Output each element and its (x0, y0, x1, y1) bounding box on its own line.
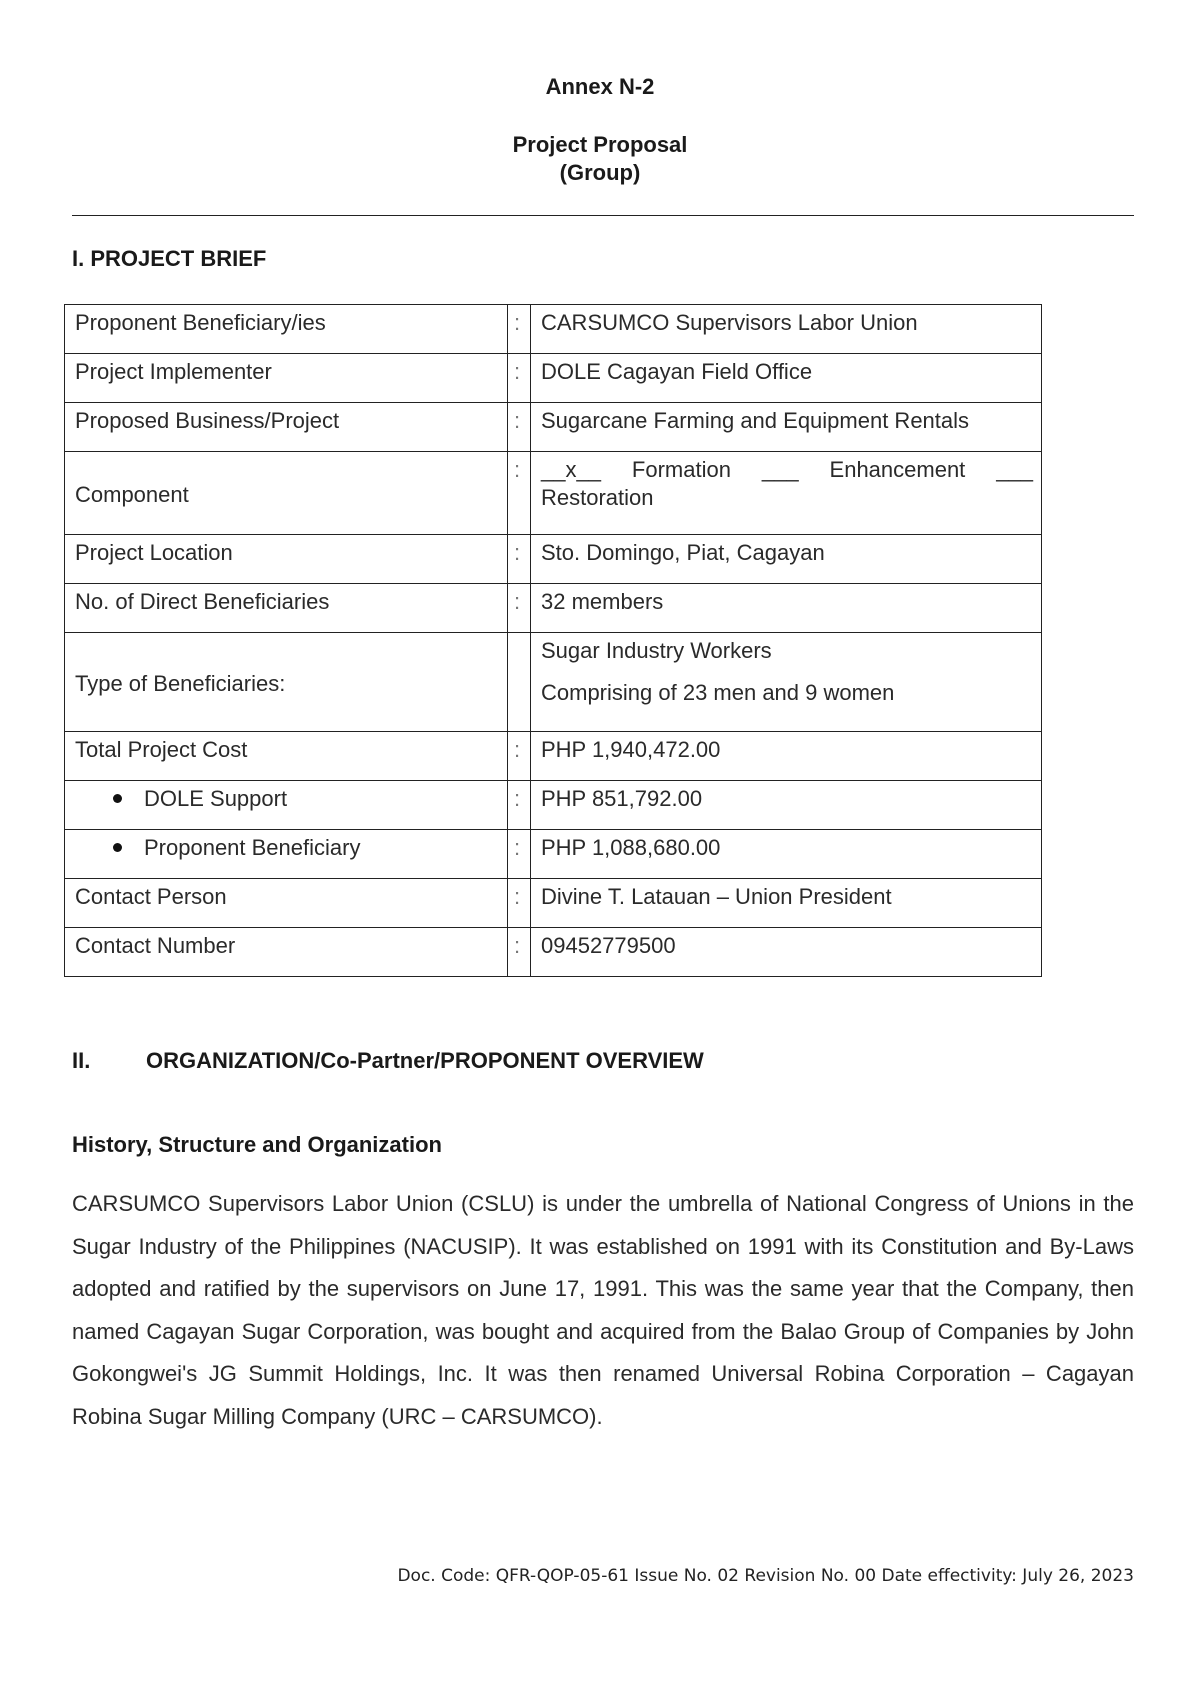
enhancement-mark: ___ (761, 457, 799, 482)
row-separator: : (508, 830, 531, 879)
table-row (65, 633, 1042, 732)
row-separator: : (508, 879, 531, 928)
document-footer: Doc. Code: QFR-QOP-05-61 Issue No. 02 Revision No. 00 Date effectivity: July 26, 2023 (397, 1566, 1134, 1586)
restoration-label: Restoration (541, 485, 654, 510)
table-row (65, 732, 1042, 781)
row-label: Project Implementer (65, 354, 508, 403)
beneficiary-composition: Comprising of 23 men and 9 women (541, 680, 895, 705)
row-value: CARSUMCO Supervisors Labor Union (531, 305, 1042, 354)
project-brief-table (64, 304, 1042, 977)
row-value: PHP 1,940,472.00 (531, 732, 1042, 781)
row-value: DOLE Cagayan Field Office (531, 354, 1042, 403)
subheading-history: History, Structure and Organization (72, 1132, 442, 1157)
row-label: Total Project Cost (65, 732, 508, 781)
row-label: Proponent Beneficiary/ies (65, 305, 508, 354)
table-row (65, 879, 1042, 928)
section-heading-project-brief: I. PROJECT BRIEF (72, 246, 267, 271)
row-separator: : (508, 584, 531, 633)
row-value: Divine T. Latauan – Union President (531, 879, 1042, 928)
document-subtitle: (Group) (559, 160, 641, 185)
formation-mark: __x__ (541, 457, 601, 482)
table-row (65, 928, 1042, 977)
row-label: DOLE Support (144, 786, 288, 811)
section-number: II. (72, 1048, 91, 1073)
row-separator: : (508, 354, 531, 403)
bullet-icon (113, 794, 122, 803)
row-separator: : (508, 305, 531, 354)
restoration-mark: ___ (996, 457, 1033, 482)
table-row (65, 452, 1042, 535)
row-value: PHP 851,792.00 (531, 781, 1042, 830)
row-value: Sugarcane Farming and Equipment Rentals (531, 403, 1042, 452)
row-label: Contact Number (65, 928, 508, 977)
row-label: Proponent Beneficiary (144, 835, 361, 860)
row-label-bullet (65, 830, 508, 879)
row-value (531, 633, 1042, 732)
row-value: 09452779500 (531, 928, 1042, 977)
row-label: Contact Person (65, 879, 508, 928)
row-label: Type of Beneficiaries: (65, 633, 508, 732)
beneficiary-type: Sugar Industry Workers (541, 638, 772, 663)
table-row (65, 403, 1042, 452)
row-label: Component (65, 452, 508, 535)
row-label: Proposed Business/Project (65, 403, 508, 452)
bullet-icon (113, 843, 122, 852)
row-separator (508, 633, 531, 732)
component-options (531, 452, 1042, 535)
section-heading-organization (72, 1048, 704, 1074)
row-label-bullet (65, 781, 508, 830)
history-paragraph: CARSUMCO Supervisors Labor Union (CSLU) is under the umbrella of National Congress of Unions in the Sugar Industry of the Philippines (NACUSIP). It was established on 1991 with its Constitution and By-Laws adopted and ratified by the supervisors on June 17, 1991. This was the same year that the Company, then named Cagayan Sugar Corporation, was bought and acquired from the Balao Group of Companies by John Gokongwei's JG Summit Holdings, Inc. It was then renamed Universal Robina Corporation – Cagayan Robina Sugar Milling Company (URC – CARSUMCO). (72, 1191, 1134, 1429)
row-value: 32 members (531, 584, 1042, 633)
row-label: No. of Direct Beneficiaries (65, 584, 508, 633)
document-title: Project Proposal (512, 132, 688, 157)
row-separator: : (508, 452, 531, 535)
table-row (65, 354, 1042, 403)
row-value: PHP 1,088,680.00 (531, 830, 1042, 879)
table-row (65, 830, 1042, 879)
formation-label: Formation (631, 457, 731, 482)
annex-label: Annex N-2 (545, 74, 655, 99)
table-row (65, 584, 1042, 633)
table-row (65, 305, 1042, 354)
row-separator: : (508, 928, 531, 977)
header-divider (72, 215, 1134, 216)
row-label: Project Location (65, 535, 508, 584)
row-separator: : (508, 403, 531, 452)
section-title: ORGANIZATION/Co-Partner/PROPONENT OVERVIEW (146, 1048, 704, 1073)
row-separator: : (508, 535, 531, 584)
component-options-line (541, 456, 1033, 484)
table-row (65, 535, 1042, 584)
row-separator: : (508, 781, 531, 830)
row-value: Sto. Domingo, Piat, Cagayan (531, 535, 1042, 584)
enhancement-label: Enhancement (829, 457, 966, 482)
row-separator: : (508, 732, 531, 781)
table-row (65, 781, 1042, 830)
